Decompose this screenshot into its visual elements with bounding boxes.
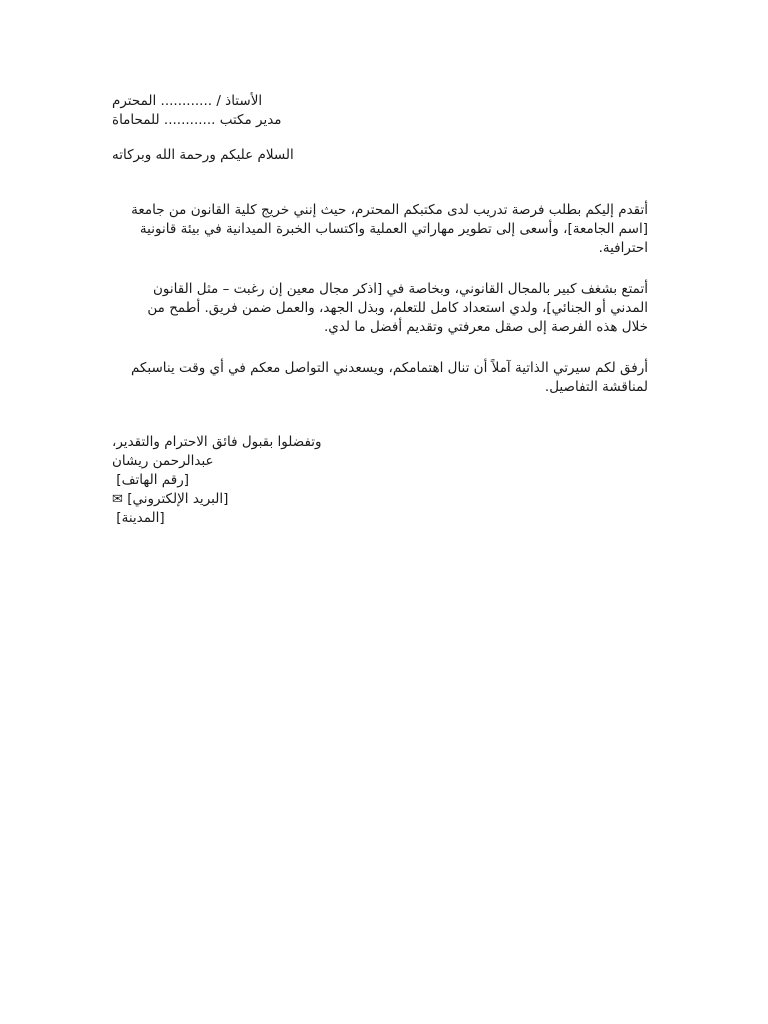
signature-phone xyxy=(112,471,648,490)
paragraph-line: لمناقشة التفاصيل. xyxy=(544,379,648,395)
phone-placeholder: [رقم الهاتف] xyxy=(116,472,190,488)
recipient-office-line: مدير مكتب ............ للمحاماة xyxy=(112,112,282,128)
paragraph-interest xyxy=(112,280,648,337)
signature-city xyxy=(112,509,648,528)
paragraph-line: خلال هذه الفرصة إلى صقل معرفتي وتقديم أفضل ما لدي. xyxy=(323,319,648,335)
signature-name: عبدالرحمن ريشان xyxy=(112,453,214,469)
paragraph-line: أرفق لكم سيرتي الذاتية آملاً أن تنال اهتمامكم، ويسعدني التواصل معكم في أي وقت يناسبكم xyxy=(130,360,648,376)
paragraph-attachment xyxy=(112,359,648,397)
paragraph-line: أتقدم إليكم بطلب فرصة تدريب لدى مكتبكم المحترم، حيث إنني خريج كلية القانون من جامعة xyxy=(131,202,648,218)
paragraph-line: المدني أو الجنائي]، ولدي استعداد كامل للتعلم، وبذل الجهد، والعمل ضمن فريق. أطمح من xyxy=(147,300,648,316)
paragraph-intro xyxy=(112,201,648,258)
paragraph-line: احترافية. xyxy=(598,240,648,256)
email-placeholder: [البريد الإلكتروني] xyxy=(127,491,229,507)
greeting-line: السلام عليكم ورحمة الله وبركاته xyxy=(112,147,294,163)
recipient-title-line: الأستاذ / ............ المحترم xyxy=(112,93,263,109)
closing-line: وتفضلوا بقبول فائق الاحترام والتقدير، xyxy=(112,434,322,450)
paragraph-line: أتمتع بشغف كبير بالمجال القانوني، وبخاصة في [اذكر مجال معين إن رغبت – مثل القانون xyxy=(153,281,648,297)
paragraph-line: [اسم الجامعة]، وأسعى إلى تطوير مهاراتي العملية واكتساب الخبرة الميدانية في بيئة قانونية xyxy=(139,221,648,237)
signature-email xyxy=(112,490,648,509)
city-placeholder: [المدينة] xyxy=(116,510,165,526)
envelope-icon: ✉ xyxy=(112,492,123,507)
letter-page xyxy=(112,92,648,528)
